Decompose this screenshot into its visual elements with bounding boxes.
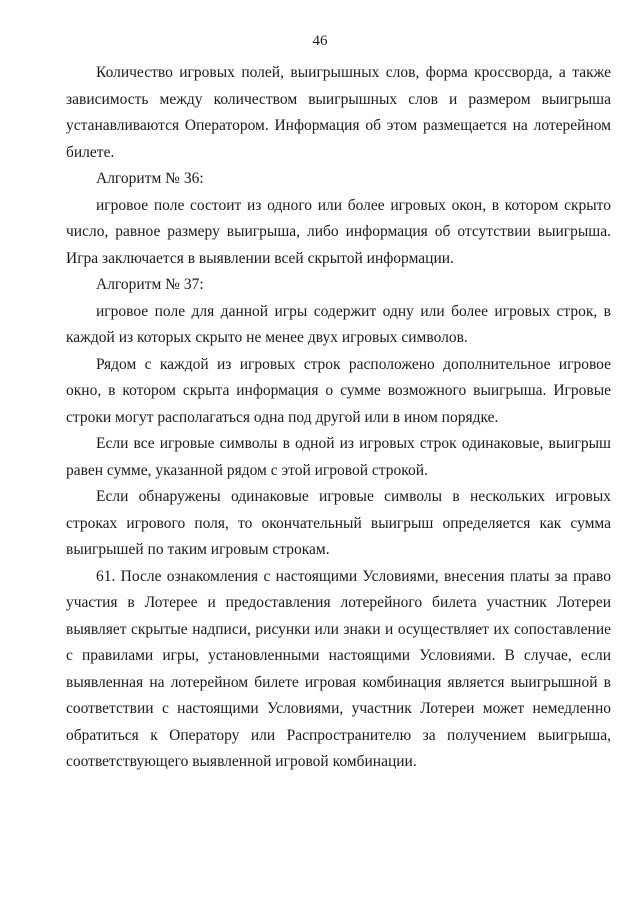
paragraph-extra-window: Рядом с каждой из игровых строк расположено дополнительное игровое окно, в котором скрыта информация о сумме возможного выигрыша. Игровые строки могут располагаться одна под другой или в ином порядке.: [66, 355, 611, 426]
algorithm-36-description: игровое поле состоит из одного или более игровых окон, в котором скрыто число, равное размеру выигрыша, либо информация об отсутствии выигрыша. Игра заключается в выявлении всей скрытой информации.: [66, 196, 611, 267]
paragraph-equal-symbols: Если все игровые символы в одной из игровых строк одинаковые, выигрыш равен сумме, указанной рядом с этой игровой строкой.: [66, 435, 611, 479]
document-body: [66, 60, 611, 776]
page-number: 46: [312, 33, 328, 49]
algorithm-37-heading: Алгоритм № 37:: [96, 276, 204, 293]
algorithm-36-heading: Алгоритм № 36:: [96, 170, 204, 187]
paragraph-multiple-rows: Если обнаружены одинаковые игровые символы в нескольких игровых строках игрового поля, то окончательный выигрыш определяется как сумма выигрышей по таким игровым строкам.: [66, 488, 611, 558]
clause-61: 61. После ознакомления с настоящими Условиями, внесения платы за право участия в Лотерее и предоставления лотерейного билета участник Лотереи выявляет скрытые надписи, рисунки или знаки и осуществляет их сопоставление с правилами игры, установленными настоящими Условиями. В случае, если выявленная на лотерейном билете игровая комбинация является выигрышной в соответствии с настоящими Условиями, участник Лотереи может немедленно обратиться к Оператору или Распространителю за получением выигрыша, соответствующего выявленной игровой комбинации.: [66, 567, 611, 770]
algorithm-37-description: игровое поле для данной игры содержит одну или более игровых строк, в каждой из которых скрыто не менее двух игровых символов.: [66, 302, 611, 346]
paragraph-crossword-settings: Количество игровых полей, выигрышных слов, форма кроссворда, а также зависимость между количеством выигрышных слов и размером выигрыша устанавливаются Оператором. Информация об этом размещается на лотерейном билете.: [66, 64, 611, 161]
